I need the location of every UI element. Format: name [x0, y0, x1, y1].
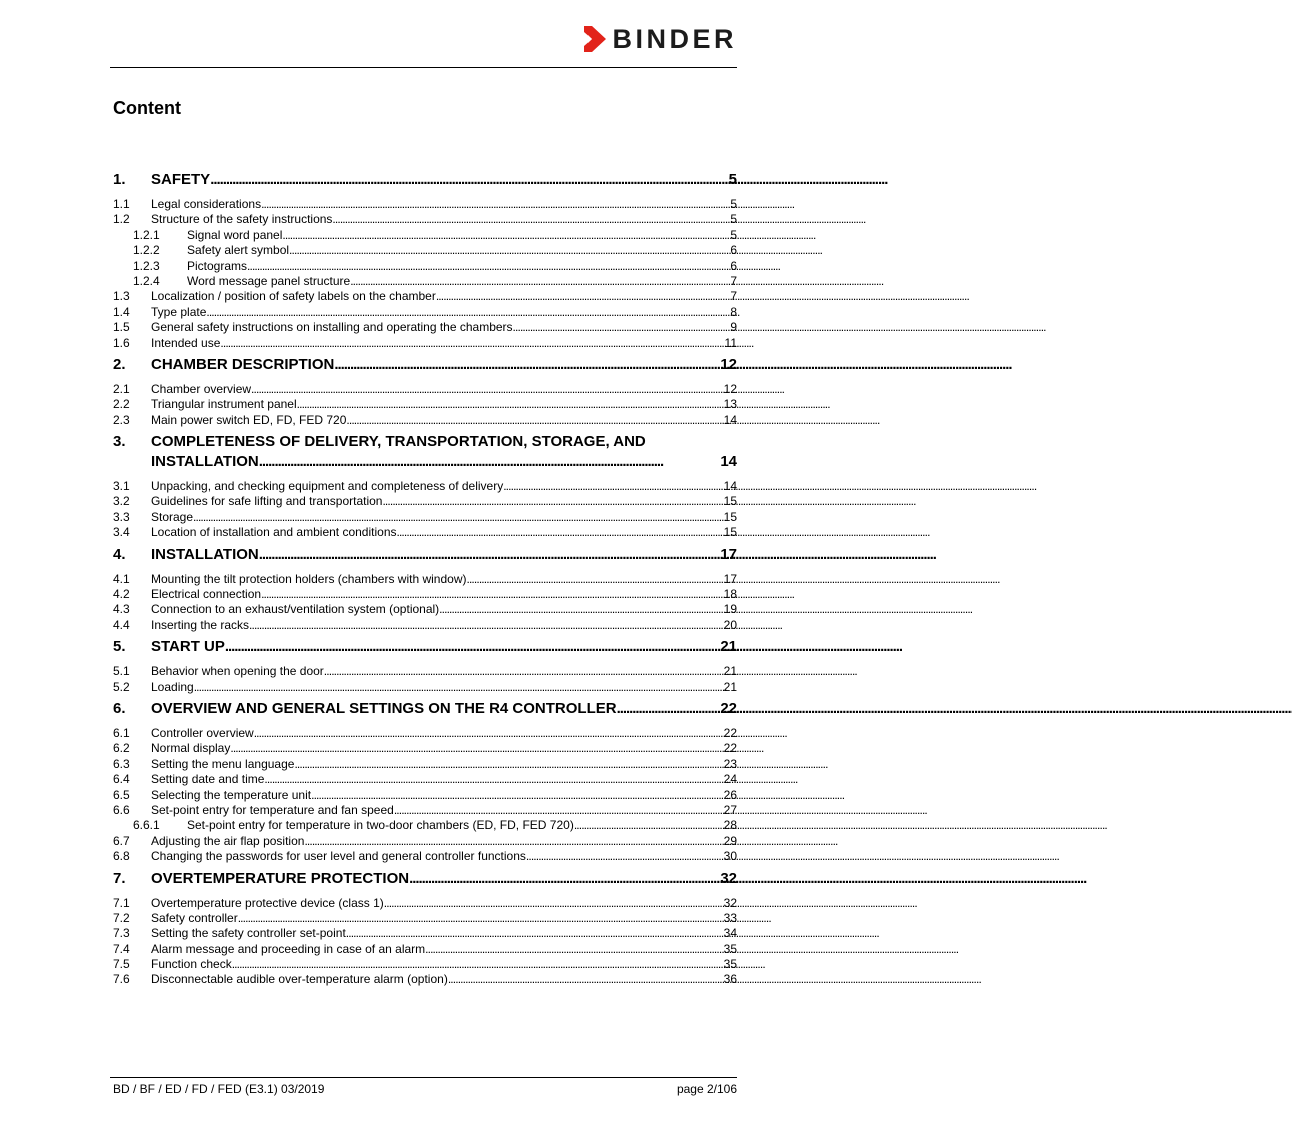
toc-section-entry[interactable]	[113, 957, 737, 972]
toc-section-entry[interactable]	[113, 525, 737, 540]
toc-number: 2.1	[113, 381, 130, 396]
toc-section-entry[interactable]	[113, 849, 737, 864]
toc-number: 1.6	[113, 335, 130, 350]
toc-section-entry[interactable]	[113, 494, 737, 509]
toc-page: 21	[723, 679, 737, 694]
toc-page: 27	[723, 802, 737, 817]
toc-title: SAFETY	[151, 171, 211, 188]
toc-chapter-entry[interactable]	[113, 637, 737, 657]
toc-leader-dots	[247, 259, 729, 274]
toc-number: 4.4	[113, 617, 130, 632]
toc-leader-dots	[206, 305, 729, 320]
toc-section-entry[interactable]	[113, 834, 737, 849]
toc-page: 20	[723, 617, 737, 632]
toc-leader-dots	[311, 788, 723, 803]
toc-number: 5.	[113, 638, 126, 656]
toc-title: Setting the menu language	[151, 756, 295, 771]
toc-title: Connection to an exhaust/ventilation system (optional)	[151, 602, 440, 617]
toc-leader-dots	[574, 818, 723, 833]
toc-subsection-entry[interactable]	[113, 243, 737, 258]
toc-page: 15	[723, 525, 737, 540]
toc-section-entry[interactable]	[113, 757, 737, 772]
toc-title: OVERTEMPERATURE PROTECTION	[151, 869, 410, 887]
toc-number: 4.1	[113, 571, 130, 586]
toc-page: 32	[723, 895, 737, 910]
toc-page: 5	[730, 212, 737, 227]
table-of-contents	[113, 166, 737, 988]
toc-number: 4.	[113, 545, 126, 563]
toc-section-entry[interactable]	[113, 741, 737, 756]
toc-title: Structure of the safety instructions	[151, 212, 333, 227]
toc-page: 7	[730, 273, 737, 288]
toc-leader-dots	[382, 494, 722, 509]
toc-leader-dots	[251, 382, 723, 397]
toc-number: 7.1	[113, 895, 130, 910]
toc-section-entry[interactable]	[113, 803, 737, 818]
toc-title: Chamber overview	[151, 381, 252, 396]
toc-section-entry[interactable]	[113, 680, 737, 695]
toc-page: 26	[723, 787, 737, 802]
toc-number: 6.8	[113, 849, 130, 864]
toc-page: 15	[723, 494, 737, 509]
toc-title: Adjusting the air flap position	[151, 833, 305, 848]
toc-title: Intended use	[151, 335, 221, 350]
toc-leader-dots	[194, 680, 723, 695]
toc-section-entry[interactable]	[113, 618, 737, 633]
toc-page: 5	[730, 227, 737, 242]
toc-number: 6.	[113, 699, 126, 717]
toc-page: 30	[723, 849, 737, 864]
toc-leader-dots	[526, 849, 723, 864]
toc-page: 14	[723, 412, 737, 427]
toc-section-entry[interactable]	[113, 788, 737, 803]
toc-section-entry[interactable]	[113, 942, 737, 957]
toc-title: Storage	[151, 509, 194, 524]
toc-number: 3.2	[113, 494, 130, 509]
toc-section-entry[interactable]	[113, 320, 737, 335]
toc-leader-dots	[232, 957, 723, 972]
toc-page: 5	[730, 197, 737, 211]
toc-number: 7.5	[113, 957, 130, 972]
toc-leader-dots	[324, 664, 723, 679]
toc-number: 1.2.3	[133, 258, 160, 273]
toc-title: Unpacking, and checking equipment and completeness of delivery	[151, 479, 504, 494]
toc-chapter-entry[interactable]	[113, 545, 737, 565]
toc-title-continued: INSTALLATION	[151, 453, 259, 471]
toc-page: 17	[723, 571, 737, 586]
toc-title: Set-point entry for temperature and fan speed	[151, 802, 394, 817]
toc-section-entry[interactable]	[113, 289, 737, 304]
toc-page: 14	[723, 479, 737, 494]
toc-leader-dots	[259, 452, 721, 472]
toc-number: 1.4	[113, 304, 130, 319]
toc-number: 4.2	[113, 587, 130, 602]
toc-number: 6.6	[113, 802, 130, 817]
toc-section-entry[interactable]	[113, 726, 737, 741]
toc-section-entry[interactable]	[113, 926, 737, 941]
toc-chapter-entry[interactable]	[113, 869, 737, 889]
toc-title: Controller overview	[151, 725, 254, 740]
toc-chapter-entry[interactable]	[113, 699, 737, 719]
toc-title: Normal display	[151, 741, 231, 756]
toc-title: Safety controller	[151, 910, 238, 925]
toc-section-entry[interactable]	[113, 911, 737, 926]
toc-number: 5.1	[113, 664, 130, 679]
toc-number: 6.7	[113, 833, 130, 848]
toc-title: General safety instructions on installing and operating the chambers	[151, 320, 513, 335]
toc-leader-dots	[264, 772, 722, 787]
binder-logo	[584, 24, 737, 54]
toc-leader-dots	[282, 228, 729, 243]
toc-title: Selecting the temperature unit	[151, 787, 312, 802]
toc-title: Safety alert symbol	[187, 243, 290, 258]
toc-leader-dots	[513, 320, 730, 335]
toc-page: 19	[723, 602, 737, 617]
toc-section-entry[interactable]	[113, 336, 737, 351]
toc-title: Overtemperature protective device (class 1)	[151, 895, 384, 910]
toc-leader-dots	[448, 972, 723, 987]
toc-title: START UP	[151, 638, 225, 656]
toc-leader-dots	[261, 587, 723, 602]
toc-number: 7.3	[113, 926, 130, 941]
toc-page: 12	[720, 355, 737, 373]
toc-page: 33	[723, 910, 737, 925]
toc-chapter-entry[interactable]	[113, 170, 737, 190]
toc-number: 3.3	[113, 509, 130, 524]
header-rule	[110, 67, 737, 68]
toc-section-entry[interactable]	[113, 305, 737, 320]
toc-number: 6.1	[113, 725, 130, 740]
toc-section-entry[interactable]	[113, 572, 737, 587]
toc-leader-dots	[254, 726, 723, 741]
toc-leader-dots	[210, 170, 727, 190]
toc-page: 36	[723, 972, 737, 987]
toc-number: 2.2	[113, 397, 130, 412]
toc-leader-dots	[466, 572, 722, 587]
toc-section-entry[interactable]	[113, 602, 737, 617]
toc-title: OVERVIEW AND GENERAL SETTINGS ON THE R4 CONTROLLER	[151, 699, 617, 717]
toc-number: 6.6.1	[133, 818, 160, 833]
toc-page: 17	[720, 545, 737, 563]
toc-leader-dots	[334, 355, 719, 375]
toc-page: 35	[723, 957, 737, 972]
toc-number: 2.3	[113, 412, 130, 427]
toc-section-entry[interactable]	[113, 510, 737, 525]
toc-title: Changing the passwords for user level and general controller functions	[151, 849, 526, 864]
toc-page: 14	[720, 453, 737, 471]
toc-page: 13	[723, 397, 737, 412]
brand-name: BINDER	[612, 23, 737, 54]
toc-section-entry[interactable]	[113, 972, 737, 987]
binder-logo-mark-icon	[584, 26, 606, 52]
toc-leader-dots	[249, 618, 723, 633]
toc-title: Word message panel structure	[187, 273, 351, 288]
toc-title: Signal word panel	[187, 227, 283, 242]
toc-page: 22	[723, 741, 737, 756]
toc-section-entry[interactable]	[113, 413, 737, 428]
toc-number: 1.2.2	[133, 243, 160, 258]
toc-subsection-entry[interactable]	[113, 274, 737, 289]
toc-page: 7	[730, 289, 737, 304]
toc-number: 7.2	[113, 910, 130, 925]
toc-leader-dots	[294, 757, 722, 772]
toc-leader-dots	[409, 869, 719, 889]
toc-leader-dots	[394, 803, 723, 818]
toc-title: Loading	[151, 679, 194, 694]
toc-number: 1.2	[113, 212, 130, 227]
toc-leader-dots	[259, 545, 720, 565]
toc-chapter-entry[interactable]	[113, 432, 737, 472]
toc-title: Main power switch ED, FD, FED 720	[151, 412, 347, 427]
toc-number: 3.	[113, 433, 126, 451]
toc-number: 5.2	[113, 679, 130, 694]
toc-title: Location of installation and ambient conditions	[151, 525, 397, 540]
toc-leader-dots	[230, 741, 722, 756]
toc-title: Mounting the tilt protection holders (chambers with window)	[151, 571, 467, 586]
toc-leader-dots	[346, 413, 722, 428]
toc-leader-dots	[261, 197, 729, 212]
toc-section-entry[interactable]	[113, 197, 737, 212]
toc-title: Legal considerations	[151, 197, 262, 211]
toc-leader-dots	[425, 942, 722, 957]
toc-number: 7.4	[113, 941, 130, 956]
toc-section-entry[interactable]	[113, 587, 737, 602]
toc-title: Type plate	[151, 304, 207, 319]
toc-leader-dots	[503, 479, 722, 494]
footer-rule	[110, 1077, 737, 1078]
toc-section-entry[interactable]	[113, 382, 737, 397]
toc-page: 12	[723, 381, 737, 396]
toc-title: Pictograms	[187, 258, 248, 273]
toc-title: Setting date and time	[151, 772, 265, 787]
toc-page: 6	[730, 258, 737, 273]
toc-number: 6.2	[113, 741, 130, 756]
toc-leader-dots	[617, 699, 720, 719]
toc-leader-dots	[297, 397, 723, 412]
toc-page: 22	[723, 725, 737, 740]
toc-section-entry[interactable]	[113, 664, 737, 679]
toc-number: 1.1	[113, 197, 130, 211]
toc-page: 9	[730, 320, 737, 335]
toc-section-entry[interactable]	[113, 896, 737, 911]
toc-title: Behavior when opening the door	[151, 664, 324, 679]
toc-number: 6.5	[113, 787, 130, 802]
toc-leader-dots	[304, 834, 722, 849]
footer-page-number: page 2/106	[676, 1082, 737, 1096]
toc-leader-dots	[436, 289, 729, 304]
toc-number: 3.4	[113, 525, 130, 540]
toc-title: Setting the safety controller set-point	[151, 926, 346, 941]
toc-title: Disconnectable audible over-temperature alarm (option)	[151, 972, 448, 987]
toc-number: 1.3	[113, 289, 130, 304]
toc-chapter-entry[interactable]	[113, 355, 737, 375]
toc-leader-dots	[332, 212, 729, 227]
toc-page: 11	[724, 335, 737, 350]
toc-page: 23	[723, 756, 737, 771]
toc-leader-dots	[193, 510, 723, 525]
toc-title: Set-point entry for temperature in two-door chambers (ED, FD, FED 720)	[187, 818, 574, 833]
toc-subsection-entry[interactable]	[113, 259, 737, 274]
toc-leader-dots	[350, 274, 729, 289]
toc-leader-dots	[384, 896, 723, 911]
toc-page: 32	[720, 869, 737, 887]
toc-section-entry[interactable]	[113, 212, 737, 227]
toc-title: Function check	[151, 957, 232, 972]
toc-page: 22	[720, 699, 737, 717]
toc-number: 7.	[113, 869, 126, 887]
toc-title: Alarm message and proceeding in case of an alarm	[151, 941, 426, 956]
toc-section-entry[interactable]	[113, 397, 737, 412]
toc-leader-dots	[220, 336, 723, 351]
toc-leader-dots	[238, 911, 723, 926]
toc-title: Localization / position of safety labels on the chamber	[151, 289, 436, 304]
toc-page: 34	[723, 926, 737, 941]
toc-number: 1.	[113, 171, 126, 188]
toc-page: 21	[720, 638, 737, 656]
toc-title: COMPLETENESS OF DELIVERY, TRANSPORTATION, STORAGE, AND	[151, 433, 646, 451]
toc-section-entry[interactable]	[113, 479, 737, 494]
toc-page: 18	[723, 587, 737, 602]
toc-section-entry[interactable]	[113, 772, 737, 787]
page-title: Content	[113, 98, 181, 118]
toc-number: 3.1	[113, 479, 130, 494]
toc-page: 35	[723, 941, 737, 956]
toc-subsection-entry[interactable]	[113, 228, 737, 243]
toc-title: Triangular instrument panel	[151, 397, 297, 412]
toc-number: 1.2.4	[133, 273, 160, 288]
toc-page: 5	[728, 171, 737, 188]
toc-number: 6.3	[113, 756, 130, 771]
toc-title: Guidelines for safe lifting and transportation	[151, 494, 383, 509]
toc-number: 6.4	[113, 772, 130, 787]
footer-document-id: BD / BF / ED / FD / FED (E3.1) 03/2019	[113, 1082, 325, 1096]
toc-number: 7.6	[113, 972, 130, 987]
toc-page: 6	[730, 243, 737, 258]
toc-leader-dots	[225, 637, 719, 657]
toc-title: CHAMBER DESCRIPTION	[151, 355, 335, 373]
toc-title: Inserting the racks	[151, 617, 250, 632]
toc-number: 1.2.1	[133, 227, 160, 242]
toc-page: 8	[730, 304, 737, 319]
toc-subsection-entry[interactable]	[113, 818, 737, 833]
toc-leader-dots	[346, 926, 723, 941]
toc-page: 29	[723, 833, 737, 848]
toc-title: INSTALLATION	[151, 545, 259, 563]
toc-leader-dots	[439, 602, 722, 617]
toc-leader-dots	[289, 243, 729, 258]
toc-number: 1.5	[113, 320, 130, 335]
toc-title: Electrical connection	[151, 587, 262, 602]
toc-leader-dots	[397, 525, 723, 540]
toc-number: 2.	[113, 355, 126, 373]
toc-page: 21	[723, 664, 737, 679]
toc-page: 28	[723, 818, 737, 833]
toc-number: 4.3	[113, 602, 130, 617]
toc-page: 24	[723, 772, 737, 787]
toc-page: 15	[723, 509, 737, 524]
